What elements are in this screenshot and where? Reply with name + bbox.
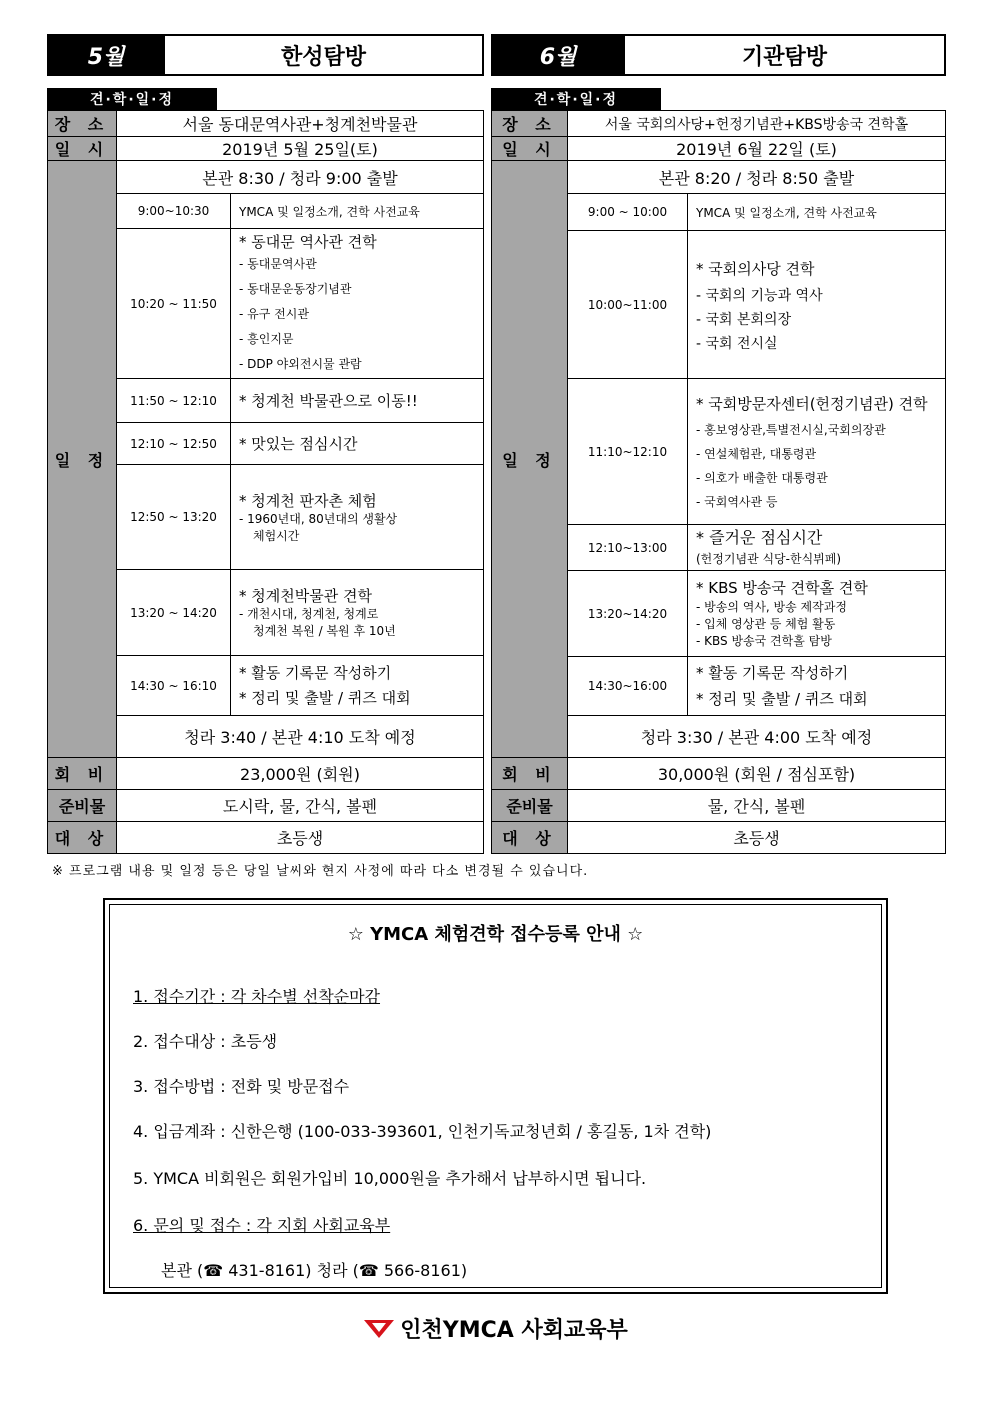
activity-sub: (헌정기념관 식당-한식뷔페) xyxy=(696,552,842,566)
may-program xyxy=(47,34,484,854)
activity-cell xyxy=(688,231,946,379)
month-badge: 5월 xyxy=(49,36,163,74)
place-label: 장 소 xyxy=(492,111,568,137)
activity-sub: - 홍보영상관,특별전시실,국회의장관 xyxy=(696,422,886,437)
time-cell: 13:20 ~ 14:20 xyxy=(117,570,231,656)
schedule-table xyxy=(47,110,484,854)
time-cell: 10:00~11:00 xyxy=(568,231,688,379)
time-cell: 13:20~14:20 xyxy=(568,571,688,657)
schedule-tag: 견·학·일·정 xyxy=(47,88,217,110)
place-value: 서울 국회의사당+헌정기념관+KBS방송국 견학홀 xyxy=(568,111,946,137)
activity-title: * 청계천박물관 견학 xyxy=(239,587,372,605)
time-cell: 14:30 ~ 16:10 xyxy=(117,656,231,716)
activity-title: * 국회의사당 견학 xyxy=(696,259,815,278)
place-label: 장 소 xyxy=(48,111,117,137)
activity-sub: - 유구 전시관 xyxy=(239,306,309,321)
activity-sub: - 1960년대, 80년대의 생활상 xyxy=(239,511,398,526)
activity-sub: - 국회 전시실 xyxy=(696,335,778,352)
target-value: 초등생 xyxy=(117,822,484,854)
activity-cell xyxy=(231,570,484,656)
activity-sub: 체험시간 xyxy=(253,528,300,543)
june-program xyxy=(491,34,946,854)
date-value: 2019년 6월 22일 (토) xyxy=(568,137,946,161)
activity-title: * 청계천 판자촌 체험 xyxy=(239,491,377,510)
prep-label: 준비물 xyxy=(48,790,117,822)
activity-cell: YMCA 및 일정소개, 견학 사전교육 xyxy=(688,194,946,231)
activity-title: * 국회방문자센터(헌정기념관) 견학 xyxy=(696,394,928,413)
activity-title: * 활동 기록문 작성하기 xyxy=(696,664,849,682)
program-header xyxy=(47,34,484,76)
activity-sub: - DDP 야외전시물 관람 xyxy=(239,356,362,371)
activity-cell xyxy=(231,229,484,379)
program-header xyxy=(491,34,946,76)
schedule-table xyxy=(491,110,946,854)
registration-item: 5. YMCA 비회원은 회원가입비 10,000원을 추가해서 납부하시면 됩니다. xyxy=(133,1169,647,1188)
activity-title: * 정리 및 출발 / 퀴즈 대회 xyxy=(696,690,868,708)
activity-sub: - 연설체험관, 대통령관 xyxy=(696,446,817,461)
activity-cell xyxy=(231,465,484,570)
program-title: 기관탐방 xyxy=(623,36,944,74)
activity-cell xyxy=(688,657,946,716)
time-cell: 12:10~13:00 xyxy=(568,525,688,571)
activity-sub: - 국회의 기능과 역사 xyxy=(696,287,823,304)
contact-line: 본관 (☎ 431-8161) 청라 (☎ 566-8161) xyxy=(161,1261,468,1280)
activity-cell xyxy=(688,379,946,525)
schedule-label: 일 정 xyxy=(492,161,568,758)
month-badge: 6월 xyxy=(493,36,623,74)
fee-label: 회 비 xyxy=(492,758,568,790)
fee-label: 회 비 xyxy=(48,758,117,790)
time-cell: 12:50 ~ 13:20 xyxy=(117,465,231,570)
activity-title: * 동대문 역사관 견학 xyxy=(239,232,377,251)
prep-label: 준비물 xyxy=(492,790,568,822)
organization-footer xyxy=(0,1313,992,1344)
registration-item: 3. 접수방법 : 전화 및 방문접수 xyxy=(133,1077,350,1096)
activity-cell xyxy=(231,656,484,716)
time-cell: 11:50 ~ 12:10 xyxy=(117,379,231,423)
activity-cell: YMCA 및 일정소개, 견학 사전교육 xyxy=(231,194,484,229)
registration-item: 1. 접수기간 : 각 차수별 선착순마감 xyxy=(133,987,381,1006)
activity-title: * 즐거운 점심시간 xyxy=(696,528,823,547)
date-value: 2019년 5월 25일(토) xyxy=(117,137,484,161)
activity-sub: - 흥인지문 xyxy=(239,331,294,346)
fee-value: 30,000원 (회원 / 점심포함) xyxy=(568,758,946,790)
activity-sub: - 입체 영상관 등 체험 활동 xyxy=(696,617,836,631)
place-value: 서울 동대문역사관+청계천박물관 xyxy=(117,111,484,137)
schedule-tag: 견·학·일·정 xyxy=(491,88,661,110)
time-cell: 14:30~16:00 xyxy=(568,657,688,716)
time-cell: 11:10~12:10 xyxy=(568,379,688,525)
activity-sub: - 국회역사관 등 xyxy=(696,494,778,509)
activity-cell: * 맛있는 점심시간 xyxy=(231,423,484,465)
schedule-label: 일 정 xyxy=(48,161,117,758)
time-cell: 10:20 ~ 11:50 xyxy=(117,229,231,379)
target-label: 대 상 xyxy=(48,822,117,854)
fee-value: 23,000원 (회원) xyxy=(117,758,484,790)
time-cell: 9:00 ~ 10:00 xyxy=(568,194,688,231)
activity-title: * 정리 및 출발 / 퀴즈 대회 xyxy=(239,688,411,707)
activity-sub: - 국회 본회의장 xyxy=(696,311,792,328)
prep-value: 도시락, 물, 간식, 볼펜 xyxy=(117,790,484,822)
activity-cell xyxy=(688,525,946,571)
target-value: 초등생 xyxy=(568,822,946,854)
activity-title: * KBS 방송국 견학홀 견학 xyxy=(696,579,868,597)
activity-title: * 활동 기록문 작성하기 xyxy=(239,663,392,682)
activity-sub: - KBS 방송국 견학홀 탐방 xyxy=(696,634,832,648)
date-label: 일 시 xyxy=(492,137,568,161)
activity-cell: * 청계천 박물관으로 이동!! xyxy=(231,379,484,423)
ymca-logo-icon xyxy=(364,1319,394,1344)
date-label: 일 시 xyxy=(48,137,117,161)
depart-text: 본관 8:30 / 청라 9:00 출발 xyxy=(117,161,484,194)
depart-text: 본관 8:20 / 청라 8:50 출발 xyxy=(568,161,946,194)
registration-item: 6. 문의 및 접수 : 각 지회 사회교육부 xyxy=(133,1216,391,1235)
activity-sub: - 의호가 배출한 대통령관 xyxy=(696,470,828,485)
footer-text: 인천YMCA 사회교육부 xyxy=(400,1318,628,1343)
prep-value: 물, 간식, 볼펜 xyxy=(568,790,946,822)
activity-sub: - 동대문역사관 xyxy=(239,256,317,271)
program-title: 한성탐방 xyxy=(163,36,482,74)
activity-sub: - 개천시대, 청계천, 청계로 xyxy=(239,607,379,621)
activity-sub: - 방송의 역사, 방송 제작과정 xyxy=(696,600,847,614)
time-cell: 12:10 ~ 12:50 xyxy=(117,423,231,465)
change-notice: ※ 프로그램 내용 및 일정 등은 당일 날씨와 현지 사정에 따라 다소 변경될 수 있습니다. xyxy=(52,864,589,879)
target-label: 대 상 xyxy=(492,822,568,854)
time-cell: 9:00~10:30 xyxy=(117,194,231,229)
registration-title: ☆ YMCA 체험견학 접수등록 안내 ☆ xyxy=(347,924,644,945)
arrive-text: 청라 3:40 / 본관 4:10 도착 예정 xyxy=(117,716,484,758)
arrive-text: 청라 3:30 / 본관 4:00 도착 예정 xyxy=(568,716,946,758)
activity-sub: - 동대문운동장기념관 xyxy=(239,281,352,296)
registration-item: 4. 입금계좌 : 신한은행 (100-033-393601, 인천기독교청년회 / 홍길동, 1차 견학) xyxy=(133,1122,712,1141)
activity-sub: 청계천 복원 / 복원 후 10년 xyxy=(253,624,396,638)
registration-item: 2. 접수대상 : 초등생 xyxy=(133,1032,278,1051)
registration-box xyxy=(103,898,888,1294)
activity-cell xyxy=(688,571,946,657)
